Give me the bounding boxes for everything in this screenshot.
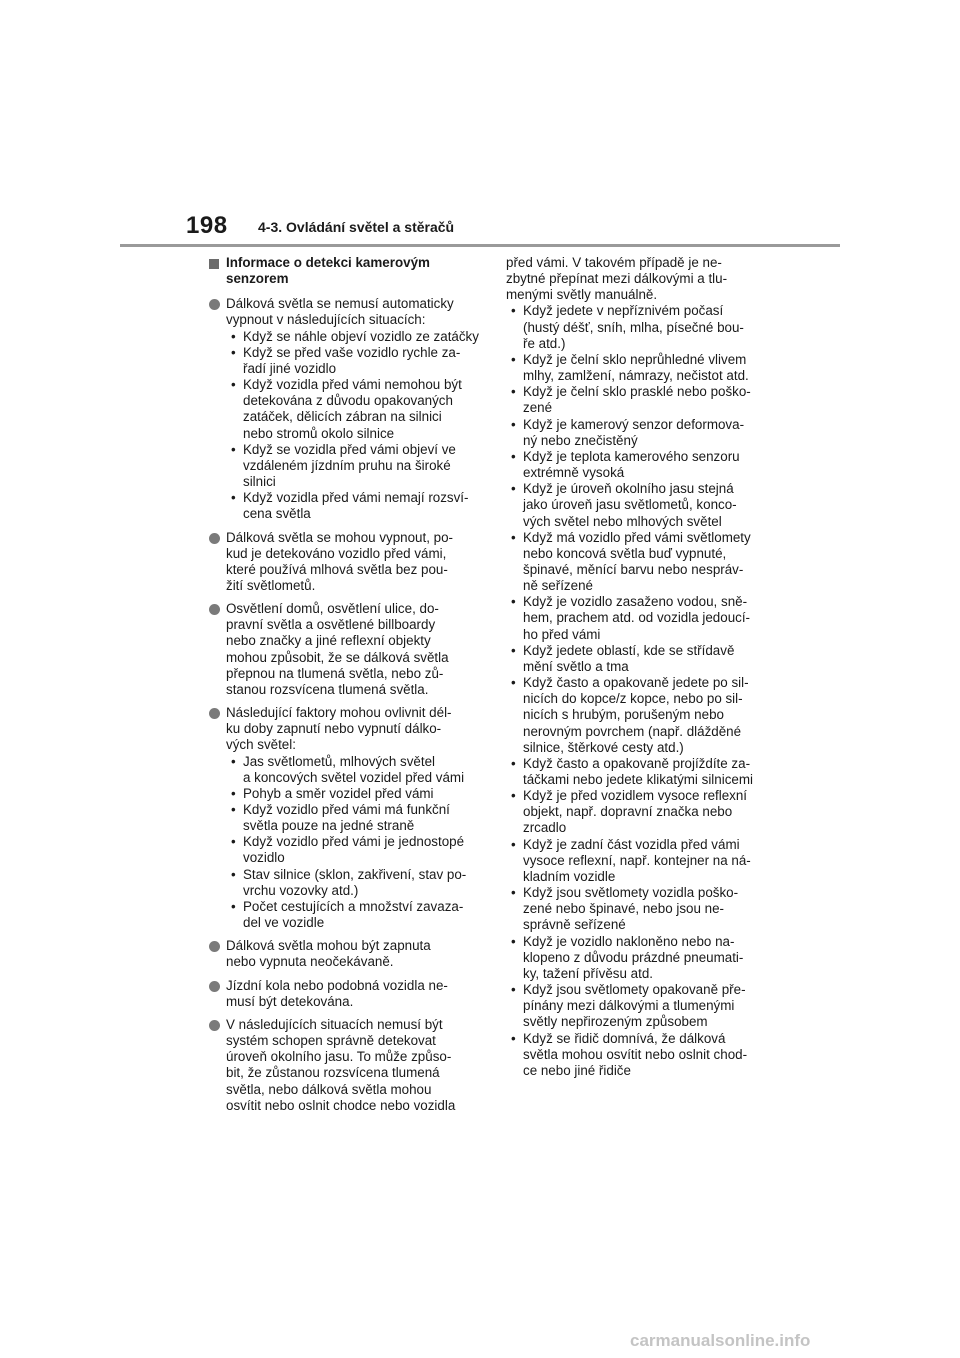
text-line: senzorem bbox=[226, 271, 289, 287]
paragraph-text bbox=[226, 601, 475, 698]
bullet-text-line: Když je zadní část vozidla před vámi bbox=[523, 836, 740, 852]
text-line: Osvětlení domů, osvětlení ulice, do- bbox=[226, 601, 439, 617]
text-line: Následující faktory mohou ovlivnit dél- bbox=[226, 705, 452, 721]
bullet-icon: • bbox=[511, 481, 516, 497]
text-line: vypnout v následujících situacích: bbox=[226, 312, 426, 328]
bullet-text-line: Když je vozidlo nakloněno nebo na- bbox=[523, 933, 735, 949]
text-line: kud je detekováno vozidlo před vámi, bbox=[226, 545, 447, 561]
text-line: Jízdní kola nebo podobná vozidla ne- bbox=[226, 977, 448, 993]
chapter-title: 4-3. Ovládání světel a stěračů bbox=[258, 219, 455, 235]
bullet-text-line: mění světlo a tma bbox=[523, 658, 629, 674]
bullet-item bbox=[506, 788, 755, 836]
bullet-item bbox=[226, 328, 479, 345]
text-line: menými světly manuálně. bbox=[506, 287, 658, 303]
bullet-item bbox=[506, 934, 755, 982]
bullet-text-line: Počet cestujících a množství zavaza- bbox=[243, 898, 464, 914]
text-line: které používá mlhová světla bez pou- bbox=[226, 561, 448, 577]
bullet-item bbox=[226, 345, 475, 377]
text-line: pravní světla a osvětlené billboardy bbox=[226, 617, 436, 633]
bullet-text-line: Když jsou světlomety vozidla poško- bbox=[523, 885, 739, 901]
bullet-text-line: Když má vozidlo před vámi světlomety bbox=[523, 529, 751, 545]
bullet-icon: • bbox=[231, 753, 236, 769]
bullet-item bbox=[226, 442, 475, 490]
text-line: osvítit nebo oslnit chodce nebo vozidla bbox=[226, 1097, 456, 1113]
bullet-item bbox=[226, 786, 475, 802]
bullet-item bbox=[506, 352, 755, 384]
bullet-item bbox=[506, 303, 755, 351]
bullet-icon: • bbox=[511, 885, 516, 901]
bullet-icon: • bbox=[511, 351, 516, 367]
bullet-icon: • bbox=[511, 1030, 516, 1046]
bullet-icon: • bbox=[511, 594, 516, 610]
text-line: mohou způsobit, že se dálková světla bbox=[226, 649, 449, 665]
bullet-item bbox=[226, 802, 475, 834]
bullet-text-line: Když často a opakovaně jedete po sil- bbox=[523, 675, 749, 691]
bullet-text-line: kladním vozidle bbox=[523, 868, 616, 884]
bullet-text-line: nebo stromů okolo silnice bbox=[243, 425, 395, 441]
bullet-list bbox=[226, 754, 475, 932]
bullet-item bbox=[506, 885, 755, 933]
bullet-text-line: Když je čelní sklo prasklé nebo poško- bbox=[523, 384, 751, 400]
bullet-icon: • bbox=[511, 448, 516, 464]
bullet-icon: • bbox=[511, 675, 516, 691]
bullet-text-line: řadí jiné vozidlo bbox=[243, 360, 337, 376]
bullet-text-line: Stav silnice (sklon, zakřivení, stav po- bbox=[243, 866, 467, 882]
bullet-text-line: ky, tažení přívěsu atd. bbox=[523, 965, 654, 981]
bullet-text-line: Když je před vozidlem vysoce reflexní bbox=[523, 788, 748, 804]
paragraph-1 bbox=[209, 296, 479, 522]
bullet-text-line: Když je vozidlo zasaženo vodou, sně- bbox=[523, 594, 748, 610]
bullet-text-line: ný nebo znečistěný bbox=[523, 432, 638, 448]
bullet-text-line: cena světla bbox=[243, 506, 311, 522]
bullet-item bbox=[226, 834, 475, 866]
text-line: systém schopen správně detekovat bbox=[226, 1033, 436, 1049]
paragraph-3 bbox=[209, 601, 475, 698]
bullet-item bbox=[506, 675, 755, 756]
bullet-item bbox=[506, 837, 755, 885]
bullet-icon: • bbox=[231, 898, 236, 914]
bullet-text-line: Když je úroveň okolního jasu stejná bbox=[523, 481, 734, 497]
bullet-text-line: detekována z důvodu opakovaných bbox=[243, 393, 453, 409]
bullet-text-line: vozidlo bbox=[243, 850, 285, 866]
paragraph-text bbox=[226, 938, 475, 970]
text-line: nebo vypnuta neočekávaně. bbox=[226, 954, 394, 970]
watermark: carmanualsonline.info bbox=[630, 1331, 811, 1350]
bullet-text-line: Pohyb a směr vozidel před vámi bbox=[243, 785, 434, 801]
bullet-text-line: vrchu vozovky atd.) bbox=[243, 882, 359, 898]
bullet-text-line: nerovným povrchem (např. dlážděné bbox=[523, 723, 742, 739]
bullet-icon: • bbox=[231, 490, 236, 506]
bullet-text-line: táčkami nebo jedete klikatými silnicemi bbox=[523, 772, 753, 787]
bullet-text-line: vých světel nebo mlhových světel bbox=[523, 513, 722, 529]
bullet-text-line: světly nepřirozeným způsobem bbox=[523, 1014, 708, 1030]
left-column bbox=[209, 255, 479, 1121]
bullet-text-line: extrémně vysoká bbox=[523, 465, 625, 481]
bullet-icon: • bbox=[231, 834, 236, 850]
bullet-item bbox=[226, 867, 475, 899]
text-line: žití světlometů. bbox=[226, 577, 316, 593]
bullet-text-line: Když je kamerový senzor deformova- bbox=[523, 416, 745, 432]
bullet-text-line: světla pouze na jedné straně bbox=[243, 818, 415, 834]
bullet-text-line: ce nebo jiné řidiče bbox=[523, 1062, 631, 1078]
bullet-list bbox=[506, 303, 755, 1079]
circle-bullet-icon bbox=[209, 1020, 220, 1031]
paragraph-text bbox=[506, 255, 755, 303]
text-line: musí být detekována. bbox=[226, 993, 354, 1009]
bullet-item bbox=[506, 449, 755, 481]
bullet-text-line: Když je čelní sklo neprůhledné vlivem bbox=[523, 351, 747, 367]
text-line: před vámi. V takovém případě je ne- bbox=[506, 255, 722, 270]
bullet-text-line: Když jsou světlomety opakovaně pře- bbox=[523, 982, 746, 998]
text-line: V následujících situacích nemusí být bbox=[226, 1016, 443, 1032]
bullet-text-line: ře atd.) bbox=[523, 335, 566, 351]
text-line: Informace o detekci kamerovým bbox=[226, 255, 430, 270]
bullet-text-line: ně seřízené bbox=[523, 578, 593, 594]
section-title bbox=[226, 255, 475, 287]
bullet-text-line: Když se řidič domnívá, že dálková bbox=[523, 1030, 726, 1046]
paragraph-text bbox=[226, 1017, 475, 1114]
circle-bullet-icon bbox=[209, 604, 220, 615]
circle-bullet-icon bbox=[209, 299, 220, 310]
bullet-text-line: nebo koncová světla buď vypnuté, bbox=[523, 545, 727, 561]
bullet-icon: • bbox=[511, 303, 516, 319]
text-line: Dálková světla mohou být zapnuta bbox=[226, 938, 431, 954]
paragraph-6 bbox=[209, 978, 475, 1010]
paragraph-7 bbox=[209, 1017, 475, 1114]
text-line: vých světel: bbox=[226, 737, 296, 753]
bullet-icon: • bbox=[511, 529, 516, 545]
bullet-icon: • bbox=[511, 416, 516, 432]
bullet-text-line: Když vozidlo před vámi má funkční bbox=[243, 802, 450, 817]
section-heading bbox=[209, 255, 475, 287]
bullet-text-line: nicích s hrubým, porušeným nebo bbox=[523, 707, 724, 723]
bullet-text-line: Když jedete v nepříznivém počasí bbox=[523, 303, 724, 319]
bullet-item bbox=[226, 754, 475, 786]
bullet-text-line: jako úroveň jasu světlometů, konco- bbox=[523, 497, 737, 513]
bullet-text-line: Když často a opakovaně projíždíte za- bbox=[523, 755, 751, 771]
bullet-icon: • bbox=[511, 755, 516, 771]
text-line: nebo značky a jiné reflexní objekty bbox=[226, 633, 431, 649]
bullet-icon: • bbox=[231, 441, 236, 457]
text-line: stanou rozsvícena tlumená světla. bbox=[226, 681, 429, 697]
bullet-text-line: Když vozidla před vámi nemají rozsví- bbox=[243, 490, 469, 506]
paragraph-2 bbox=[209, 530, 475, 595]
bullet-icon: • bbox=[231, 802, 236, 817]
bullet-text-line: Když jedete oblastí, kde se střídavě bbox=[523, 642, 735, 658]
bullet-item bbox=[506, 643, 755, 675]
bullet-text-line: špinavé, měnící barvu nebo nespráv- bbox=[523, 561, 744, 577]
bullet-text-line: Když se vozidla před vámi objeví ve bbox=[243, 441, 456, 457]
bullet-item bbox=[226, 490, 475, 522]
bullet-text-line: světla mohou osvítit nebo oslnit chod- bbox=[523, 1046, 748, 1062]
text-line: zbytné přepínat mezi dálkovými a tlu- bbox=[506, 271, 728, 287]
bullet-item bbox=[506, 594, 755, 642]
bullet-text-line: Když se náhle objeví vozidlo ze zatáčky bbox=[243, 328, 479, 344]
bullet-icon: • bbox=[231, 377, 236, 393]
bullet-icon: • bbox=[511, 384, 516, 400]
bullet-text-line: zrcadlo bbox=[523, 820, 567, 836]
bullet-text-line: ho před vámi bbox=[523, 626, 601, 642]
paragraph-5 bbox=[209, 938, 475, 970]
bullet-icon: • bbox=[511, 836, 516, 852]
bullet-text-line: mlhy, zamlžení, námrazy, nečistot atd. bbox=[523, 368, 749, 384]
bullet-item bbox=[506, 982, 755, 1030]
bullet-item bbox=[226, 377, 475, 442]
bullet-icon: • bbox=[231, 785, 236, 801]
bullet-text-line: zené nebo špinavé, nebo jsou ne- bbox=[523, 901, 725, 917]
bullet-icon: • bbox=[511, 642, 516, 658]
bullet-text-line: vzdáleném jízdním pruhu na široké bbox=[243, 457, 451, 473]
bullet-text-line: Když vozidlo před vámi je jednostopé bbox=[243, 834, 465, 850]
bullet-text-line: silnice, štěrkové cesty atd.) bbox=[523, 739, 684, 755]
bullet-text-line: správně seřízené bbox=[523, 917, 626, 933]
bullet-icon: • bbox=[231, 328, 236, 344]
bullet-item bbox=[506, 417, 755, 449]
bullet-text-line: zené bbox=[523, 400, 553, 416]
text-line: úroveň okolního jasu. To může způso- bbox=[226, 1049, 452, 1065]
bullet-text-line: nicích do kopce/z kopce, nebo po sil- bbox=[523, 691, 743, 707]
text-line: světla, nebo dálková světla mohou bbox=[226, 1081, 432, 1097]
text-line: Dálková světla se nemusí automaticky bbox=[226, 296, 454, 312]
circle-bullet-icon bbox=[209, 708, 220, 719]
bullet-icon: • bbox=[511, 933, 516, 949]
bullet-icon: • bbox=[511, 982, 516, 998]
paragraph-4 bbox=[209, 705, 475, 931]
bullet-item bbox=[506, 384, 755, 416]
paragraph-text bbox=[226, 705, 475, 753]
bullet-text-line: Když je teplota kamerového senzoru bbox=[523, 448, 740, 464]
bullet-text-line: (hustý déšť, sníh, mlha, písečné bou- bbox=[523, 319, 744, 335]
text-line: Dálková světla se mohou vypnout, po- bbox=[226, 529, 454, 545]
text-line: přepnou na tlumená světla, nebo zů- bbox=[226, 665, 444, 681]
bullet-icon: • bbox=[231, 344, 236, 360]
bullet-text-line: Jas světlometů, mlhových světel bbox=[243, 753, 436, 769]
bullet-text-line: vysoce reflexní, např. kontejner na ná- bbox=[523, 852, 751, 868]
right-column bbox=[489, 255, 755, 1086]
bullet-text-line: zatáček, dělicích zábran na silnici bbox=[243, 409, 442, 425]
bullet-icon: • bbox=[231, 866, 236, 882]
circle-bullet-icon bbox=[209, 941, 220, 952]
bullet-text-line: del ve vozidle bbox=[243, 915, 325, 931]
bullet-text-line: Když vozidla před vámi nemohou být bbox=[243, 377, 462, 393]
bullet-item bbox=[226, 899, 475, 931]
bullet-list bbox=[226, 328, 479, 523]
circle-bullet-icon bbox=[209, 533, 220, 544]
bullet-text-line: silnici bbox=[243, 474, 276, 490]
bullet-item bbox=[506, 530, 755, 595]
square-bullet-icon bbox=[209, 259, 219, 269]
bullet-item bbox=[506, 481, 755, 529]
page-number: 198 bbox=[186, 212, 228, 239]
circle-bullet-icon bbox=[209, 981, 220, 992]
bullet-text-line: hem, prachem atd. od vozidla jedoucí- bbox=[523, 610, 751, 626]
bullet-text-line: objekt, např. dopravní značka nebo bbox=[523, 804, 733, 820]
bullet-icon: • bbox=[511, 788, 516, 804]
bullet-text-line: a koncových světel vozidel před vámi bbox=[243, 769, 465, 785]
bullet-item bbox=[506, 756, 755, 788]
paragraph-text bbox=[226, 296, 475, 328]
bullet-item bbox=[506, 1031, 755, 1079]
bullet-text-line: Když se před vaše vozidlo rychle za- bbox=[243, 344, 461, 360]
header-divider bbox=[120, 244, 840, 247]
bullet-text-line: pínány mezi dálkovými a tlumenými bbox=[523, 998, 735, 1014]
bullet-text-line: klopeno z důvodu prázdné pneumati- bbox=[523, 949, 744, 965]
paragraph-text bbox=[226, 530, 475, 595]
paragraph-text bbox=[226, 978, 475, 1010]
paragraph-7-continued bbox=[489, 255, 755, 1079]
text-line: ku doby zapnutí nebo vypnutí dálko- bbox=[226, 721, 442, 737]
text-line: bit, že zůstanou rozsvícena tlumená bbox=[226, 1065, 440, 1081]
